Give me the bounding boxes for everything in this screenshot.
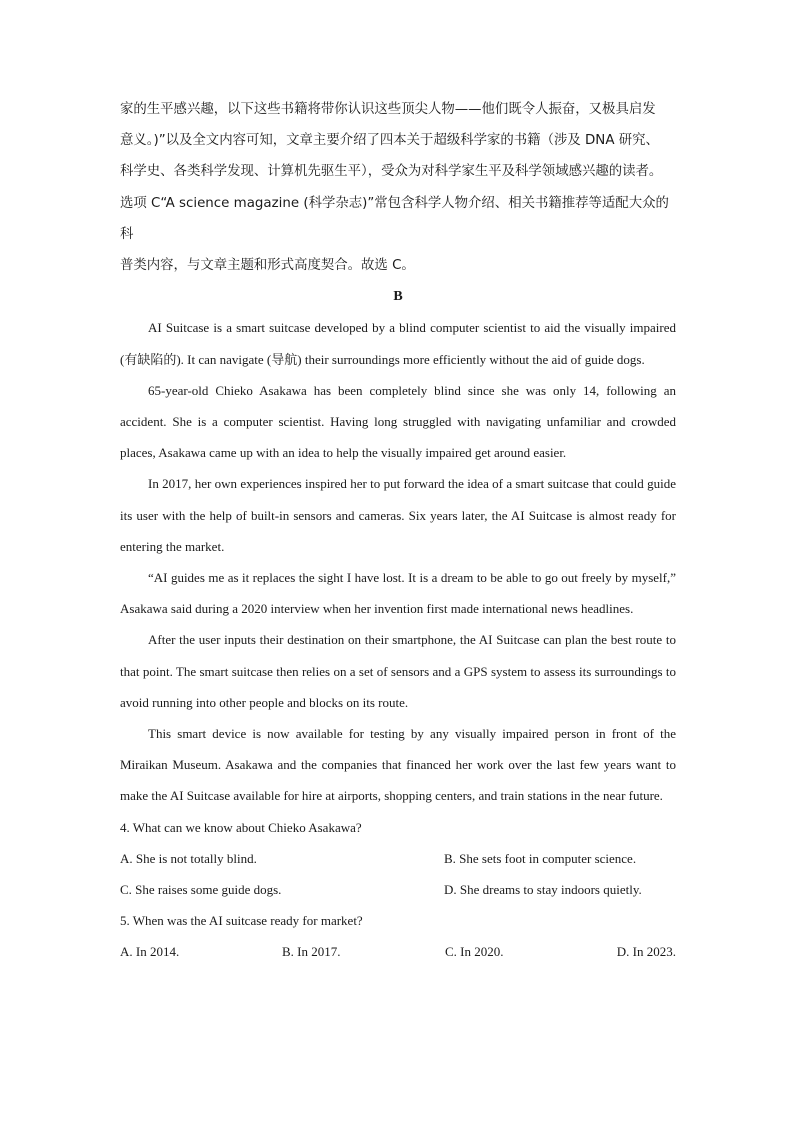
option-d: D. In 2023. [616, 944, 676, 960]
option-row [120, 843, 676, 874]
reading-passage [120, 312, 676, 811]
passage-paragraph: 65-year-old Chieko Asakawa has been completely blind since she was only 14, following an accident. She is a computer scientist. Having long struggled with navigating unfamiliar and crowded places, Asakawa came up with an idea to help the visually impaired get around easier. [120, 382, 676, 461]
question-stem: 4. What can we know about Chieko Asakawa? [120, 819, 362, 835]
answer-explanation [120, 94, 676, 281]
explanation-line: 选项 C“A science magazine (科学杂志)”常包含科学人物介绍、相关书籍推荐等适配大众的科 [120, 195, 669, 242]
option-b: B. In 2017. [282, 944, 341, 960]
explanation-line: 意义。)”以及全文内容可知，文章主要介绍了四本关于超级科学家的书籍（涉及 DNA 研究、 [120, 133, 659, 149]
document-page [120, 94, 676, 968]
passage-paragraph: After the user inputs their destination on their smartphone, the AI Suitcase can plan the best route to that point. The smart suitcase then relies on a set of sensors and a GPS system to assess its surroundings to avoid running into other people and blocks on its route. [120, 632, 676, 710]
option-row [120, 874, 676, 905]
explanation-line: 家的生平感兴趣，以下这些书籍将带你认识这些顶尖人物——他们既令人振奋，又极具启发 [120, 102, 656, 117]
option-c: C. In 2020. [445, 944, 504, 960]
option-d: D. She dreams to stay indoors quietly. [444, 882, 642, 898]
option-c: C. She raises some guide dogs. [120, 882, 282, 898]
explanation-line: 科学史、各类科学发现、计算机先驱生平），受众为对科学家生平及科学领域感兴趣的读者。 [120, 164, 663, 180]
option-a: A. She is not totally blind. [120, 850, 257, 866]
passage-paragraph: In 2017, her own experiences inspired her to put forward the idea of a smart suitcase that could guide its user with the help of built-in sensors and cameras. Six years later, the AI Suitcase is almost ready for entering the market. [120, 476, 676, 554]
passage-paragraph: “AI guides me as it replaces the sight I have lost. It is a dream to be able to go out freely by myself,” Asakawa said during a 2020 interview when her invention first made international news headlines. [120, 570, 676, 617]
question-5 [120, 905, 676, 967]
option-b: B. She sets foot in computer science. [444, 850, 637, 866]
option-a: A. In 2014. [120, 944, 180, 960]
passage-paragraph: This smart device is now available for testing by any visually impaired person in front of the Miraikan Museum. Asakawa and the companies that financed her work over the last few years want to make the AI Suitcase available for hire at airports, shopping centers, and train stations in the near future. [120, 726, 676, 804]
question-4 [120, 812, 676, 906]
section-heading: B [393, 289, 403, 305]
explanation-line: 普类内容，与文章主题和形式高度契合。故选 C。 [120, 258, 415, 274]
passage-paragraph: AI Suitcase is a smart suitcase developed by a blind computer scientist to aid the visually impaired (有缺陷的). It can navigate (导航) their surroundings more efficiently without the aid of guide dogs. [120, 320, 676, 367]
option-row [120, 936, 676, 967]
question-stem: 5. When was the AI suitcase ready for market? [120, 913, 363, 929]
